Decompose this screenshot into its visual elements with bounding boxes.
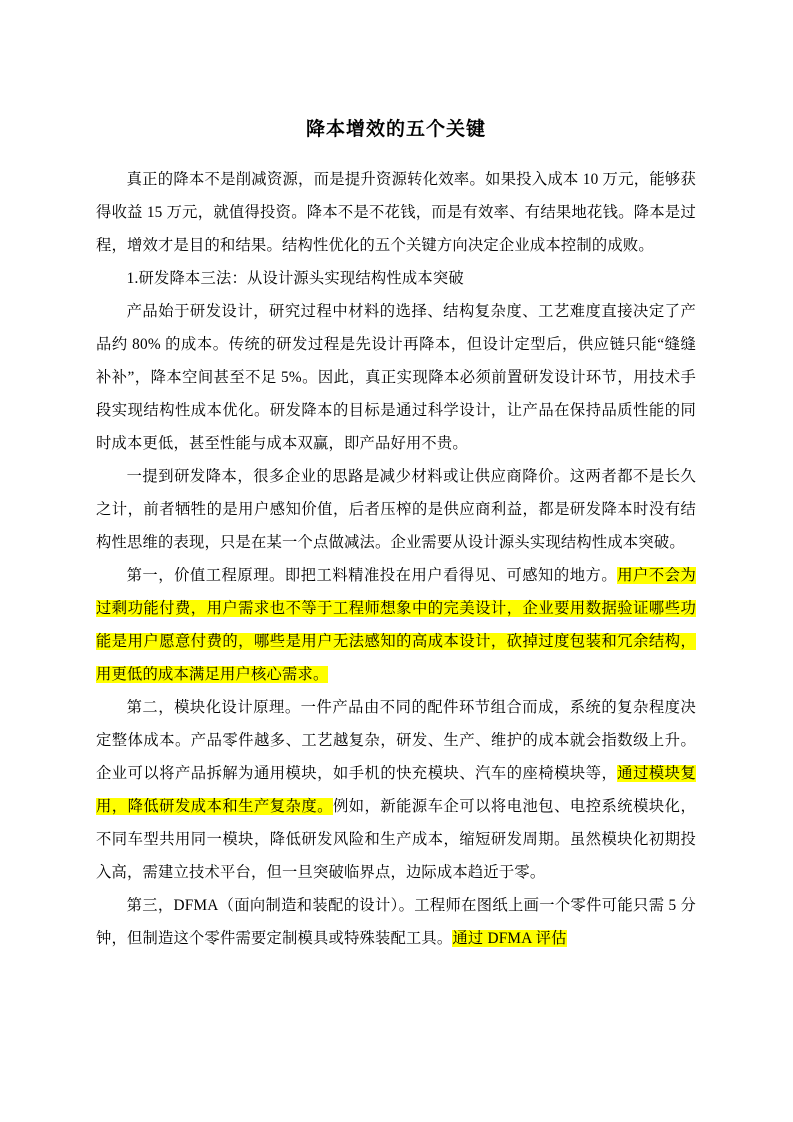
body-text: 第二，模块化设计原理。一件产品由不同的配件环节组合而成，系统的复杂程度决定整体成本。产品零件越多、工艺越复杂，研发、生产、维护的成本就会指数级上升。企业可以将产品拆解为通用模块，如手机的快充模块、汽车的座椅模块等，: [96, 699, 696, 782]
body-text: 第一，价值工程原理。即把工料精准投在用户看得见、可感知的地方。: [126, 567, 618, 584]
body-text: 1.研发降本三法：从设计源头实现结构性成本突破: [126, 270, 464, 287]
paragraph: [96, 889, 696, 955]
body-text: 一提到研发降本，很多企业的思路是减少材料或让供应商降价。这两者都不是长久之计，前者牺牲的是用户感知价值，后者压榨的是供应商利益，都是研发降本时没有结构性思维的表现，只是在某一个点做减法。企业需要从设计源头实现结构性成本突破。: [96, 468, 696, 551]
highlighted-text: 用户不会为过剩功能付费，用户需求也不等于工程师想象中的完美设计，企业要用数据验证哪些功能是用户愿意付费的，哪些是用户无法感知的高成本设计，砍掉过度包装和冗余结构，用更低的成本满足用户核心需求。: [96, 567, 696, 683]
body-text: 第三，DFMA（面向制造和装配的设计）。工程师在图纸上画一个零件可能只需 5 分钟，但制造这个零件需要定制模具或特殊装配工具。: [96, 897, 696, 947]
paragraph: [96, 460, 696, 559]
paragraph: [96, 559, 696, 691]
body-text: 例如，新能源车企可以将电池包、电控系统模块化，不同车型共用同一模块，降低研发风险和生产成本，缩短研发周期。虽然模块化初期投入高，需建立技术平台，但一旦突破临界点，边际成本趋近于零。: [96, 798, 696, 881]
paragraph-container: [96, 163, 696, 955]
page-title: 降本增效的五个关键: [305, 119, 486, 140]
document-body: [96, 96, 696, 955]
highlighted-text: 通过模块复用，降低研发成本和生产复杂度。: [96, 765, 696, 815]
body-text: 产品始于研发设计，研究过程中材料的选择、结构复杂度、工艺难度直接决定了产品约 80% 的成本。传统的研发过程是先设计再降本，但设计定型后，供应链只能“缝缝补补”，降本空间甚至不足 5%。因此，真正实现降本必须前置研发设计环节，用技术手段实现结构性成本优化。研发降本的目标是通过科学设计，让产品在保持品质性能的同时成本更低，甚至性能与成本双赢，即产品好用不贵。: [96, 303, 696, 452]
paragraph: [96, 262, 696, 295]
paragraph: [96, 163, 696, 262]
body-text: 真正的降本不是削减资源，而是提升资源转化效率。如果投入成本 10 万元，能够获得收益 15 万元，就值得投资。降本不是不花钱，而是有效率、有结果地花钱。降本是过程，增效才是目的和结果。结构性优化的五个关键方向决定企业成本控制的成败。: [96, 171, 696, 254]
highlighted-text: 通过 DFMA 评估: [452, 930, 567, 947]
paragraph: [96, 295, 696, 460]
paragraph: [96, 691, 696, 889]
